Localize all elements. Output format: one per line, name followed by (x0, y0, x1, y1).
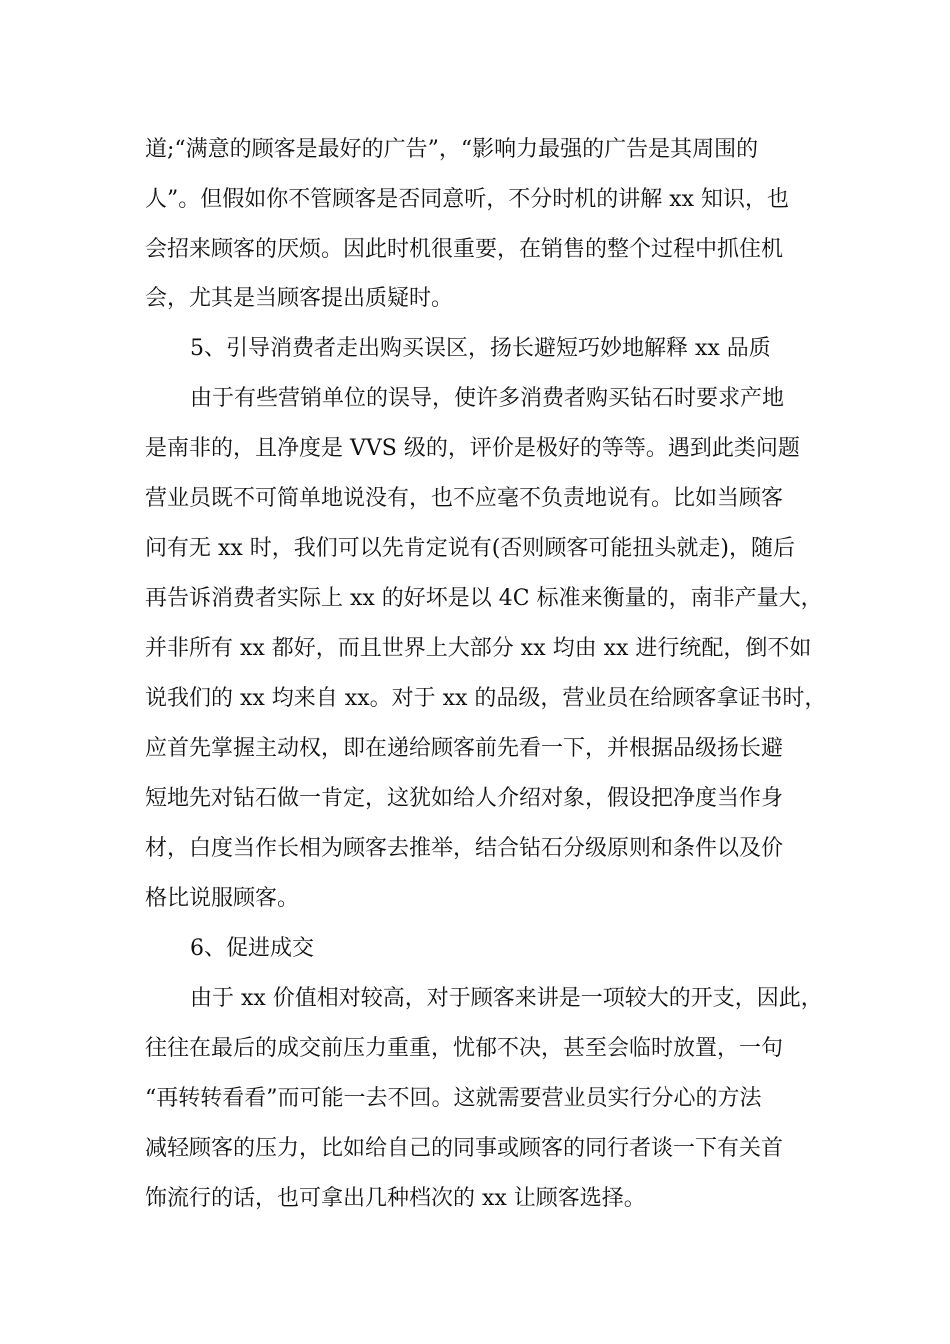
text-line: 是南非的，且净度是 VVS 级的，评价是极好的等等。遇到此类问题 (145, 436, 800, 461)
text-line: 道;“满意的顾客是最好的广告”，“影响力最强的广告是其周围的 (145, 137, 759, 162)
text-line: 说我们的 xx 均来自 xx。对于 xx 的品级，营业员在给顾客拿证书时， (145, 686, 827, 711)
text-line: 由于有些营销单位的误导，使许多消费者购买钻石时要求产地 (190, 386, 785, 411)
text-line: 往往在最后的成交前压力重重，忧郁不决，甚至会临时放置，一句 (145, 1036, 784, 1061)
text-line: 减轻顾客的压力，比如给自己的同事或顾客的同行者谈一下有关首 (145, 1136, 784, 1161)
text-line: 营业员既不可简单地说没有，也不应毫不负责地说有。比如当顾客 (145, 486, 784, 511)
text-line: 并非所有 xx 都好，而且世界上大部分 xx 均由 xx 进行统配，倒不如 (145, 636, 812, 661)
text-line: 短地先对钻石做一肯定，这犹如给人介绍对象，假设把净度当作身 (145, 786, 784, 811)
text-line: 人”。但假如你不管顾客是否同意听，不分时机的讲解 xx 知识，也 (145, 187, 790, 212)
text-line: 应首先掌握主动权，即在递给顾客前先看一下，并根据品级扬长避 (145, 736, 784, 761)
section-heading: 6、促进成交 (190, 936, 314, 961)
text-line: 材，白度当作长相为顾客去推举，结合钻石分级原则和条件以及价 (145, 836, 784, 861)
text-line: 由于 xx 价值相对较高，对于顾客来讲是一项较大的开支，因此， (190, 986, 823, 1011)
text-line: 再告诉消费者实际上 xx 的好坏是以 4C 标准来衡量的，南非产量大， (145, 586, 823, 611)
text-line: 问有无 xx 时，我们可以先肯定说有(否则顾客可能扭头就走)，随后 (145, 536, 795, 561)
text-line: 会，尤其是当顾客提出质疑时。 (145, 286, 454, 311)
section-heading: 5、引导消费者走出购买误区，扬长避短巧妙地解释 xx 品质 (190, 336, 771, 361)
text-line: 饰流行的话，也可拿出几种档次的 xx 让顾客选择。 (145, 1186, 646, 1211)
text-line: 会招来顾客的厌烦。因此时机很重要，在销售的整个过程中抓住机 (145, 237, 784, 262)
text-line: “再转转看看”而可能一去不回。这就需要营业员实行分心的方法 (145, 1086, 762, 1111)
text-line: 格比说服顾客。 (145, 886, 300, 911)
